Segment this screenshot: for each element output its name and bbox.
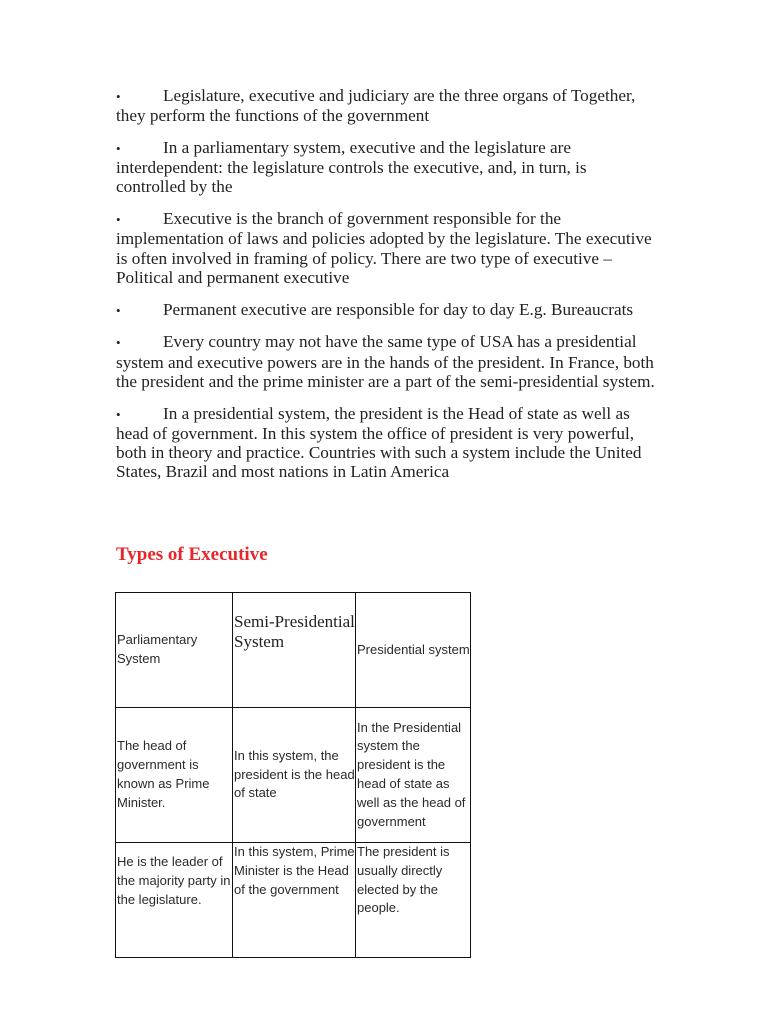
table-row xyxy=(116,708,471,843)
bullet-item xyxy=(116,332,656,391)
bullet-text: Permanent executive are responsible for day to day E.g. Bureaucrats xyxy=(163,299,634,319)
table-row xyxy=(116,843,471,958)
bullet-symbol: • xyxy=(116,141,121,156)
bullet-text: Every country may not have the same type of USA has a presidential system and executive powers are in the hands of the president. In France, both the president and the prime minister are a part of the semi-presidential system. xyxy=(116,332,655,391)
bullet-item xyxy=(116,86,656,125)
table-cell: In this system, Prime Minister is the Head of the government xyxy=(233,843,356,958)
bullet-symbol: • xyxy=(116,89,121,104)
bullet-text: In a parliamentary system, executive and the legislature are interdependent: the legislature controls the executive, and, in turn, is controlled by the xyxy=(116,138,587,197)
section-heading: Types of Executive xyxy=(116,544,268,565)
bullet-symbol: • xyxy=(116,212,121,228)
bullet-item xyxy=(116,209,656,287)
table-cell: He is the leader of the majority party in the legislature. xyxy=(116,843,233,958)
bullet-text: Executive is the branch of government responsible for the implementation of laws and policies adopted by the legislature. The executive is often involved in framing of policy. There are two type of executive – Political and permanent executive xyxy=(116,209,652,287)
bullet-item xyxy=(116,300,656,320)
table-cell: In this system, the president is the head of state xyxy=(233,708,356,843)
bullet-symbol: • xyxy=(116,335,121,351)
executive-types-table xyxy=(115,592,471,958)
bullet-item xyxy=(116,138,656,197)
table-cell: In the Presidential system the president is the head of state as well as the head of government xyxy=(356,708,471,843)
bullet-symbol: • xyxy=(116,302,121,318)
header-cell-presidential: Presidential system xyxy=(356,593,471,708)
bullet-text: In a presidential system, the president is the Head of state as well as head of government. In this system the office of president is very powerful, both in theory and practice. Countries with such a system include the United States, Brazil and most nations in Latin America xyxy=(116,403,642,482)
table-cell: The president is usually directly elected by the people. xyxy=(356,843,471,958)
header-cell-parliamentary: Parliamentary System xyxy=(116,593,233,708)
table-header-row xyxy=(116,593,471,708)
bullet-text: Legislature, executive and judiciary are the three organs of Together, they perform the functions of the government xyxy=(116,86,636,126)
bullet-list xyxy=(116,86,656,494)
table-cell: The head of government is known as Prime Minister. xyxy=(116,708,233,843)
bullet-symbol: • xyxy=(116,406,121,422)
header-cell-semi-presidential: Semi-Presidential System xyxy=(233,593,356,708)
bullet-item xyxy=(116,404,656,482)
